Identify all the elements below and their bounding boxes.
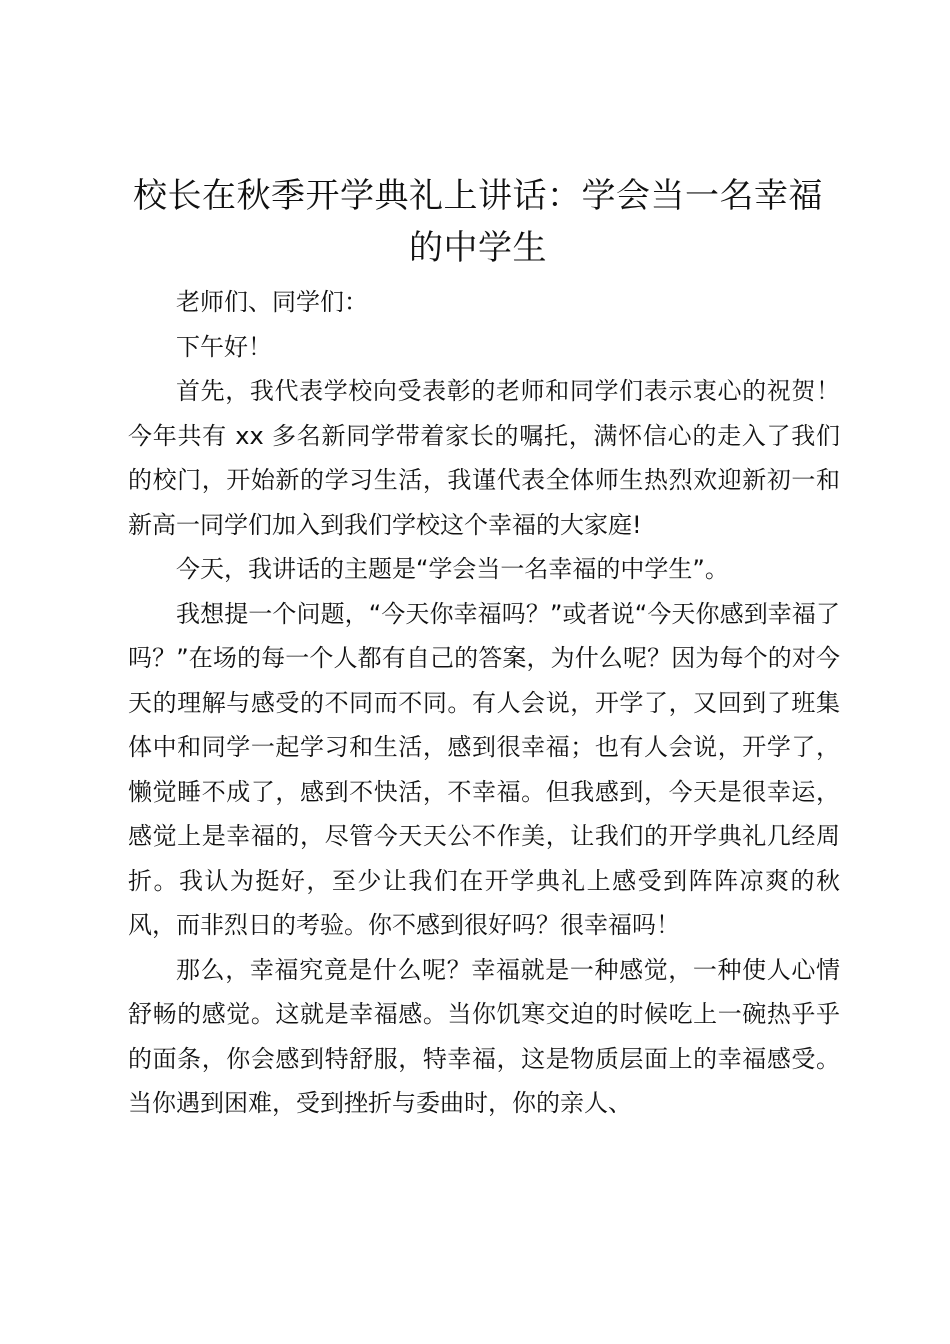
document-body <box>128 280 840 1126</box>
body-paragraph: 首先，我代表学校向受表彰的老师和同学们表示衷心的祝贺！今年共有 xx 多名新同学带着家长的嘱托，满怀信心的走入了我们的校门，开始新的学习生活，我谨代表全体师生热烈欢迎新初一和新高一同学们加入到我们学校这个幸福的大家庭! <box>128 377 840 539</box>
salutation-paragraph: 老师们、同学们： <box>176 288 368 316</box>
body-paragraph: 我想提一个问题，“今天你幸福吗？”或者说“今天你感到幸福了吗？”在场的每一个人都有自己的答案，为什么呢？因为每个的对今天的理解与感受的不同而不同。有人会说，开学了，又回到了班集体中和同学一起学习和生活，感到很幸福；也有人会说，开学了，懒觉睡不成了，感到不快活，不幸福。但我感到，今天是很幸运，感觉上是幸福的，尽管今天天公不作美，让我们的开学典礼几经周折。我认为挺好，至少让我们在开学典礼上感受到阵阵凉爽的秋风，而非烈日的考验。你不感到很好吗？很幸福吗！ <box>128 599 840 939</box>
greeting-paragraph: 下午好！ <box>176 332 272 361</box>
document-title: 校长在秋季开学典礼上讲话：学会当一名幸福的中学生 <box>133 176 823 268</box>
body-paragraph: 那么，幸福究竟是什么呢？幸福就是一种感觉，一种使人心情舒畅的感觉。这就是幸福感。当你饥寒交迫的时候吃上一碗热乎乎的面条，你会感到特舒服，特幸福，这是物质层面上的幸福感受。当你遇到困难，受到挫折与委曲时，你的亲人、 <box>128 955 840 1117</box>
body-paragraph: 今天，我讲话的主题是“学会当一名幸福的中学生”。 <box>176 555 729 583</box>
